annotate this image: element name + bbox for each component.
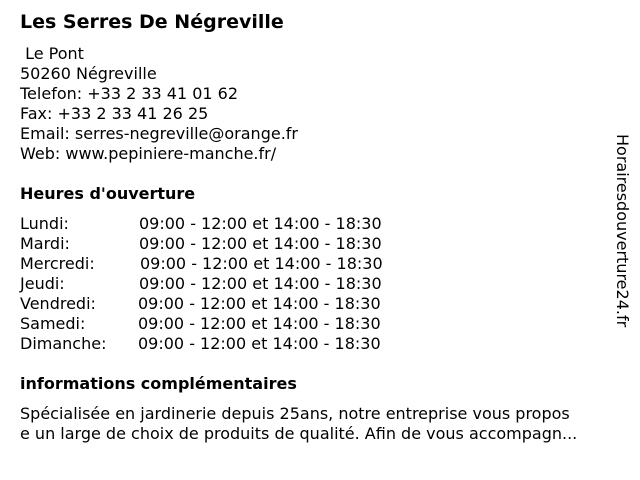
hours-time: 09:00 - 12:00 et 14:00 - 18:30 <box>138 334 381 353</box>
info-heading: informations complémentaires <box>20 374 297 393</box>
info-line: e un large de choix de produits de qualité. Afin de vous accompagn... <box>20 424 578 443</box>
email-line: Email: serres-negreville@orange.fr <box>20 124 298 143</box>
hours-time: 09:00 - 12:00 et 14:00 - 18:30 <box>139 234 382 253</box>
hours-day: Jeudi: <box>20 274 65 293</box>
hours-day: Lundi: <box>20 214 69 233</box>
fax-line: Fax: +33 2 33 41 26 25 <box>20 104 209 123</box>
address-city: 50260 Négreville <box>20 64 157 83</box>
watermark <box>610 134 634 372</box>
hours-day: Vendredi: <box>20 294 96 313</box>
business-name: Les Serres De Négreville <box>20 11 284 33</box>
hours-day: Mercredi: <box>20 254 95 273</box>
contact-block <box>20 44 298 164</box>
hours-day: Dimanche: <box>20 334 107 353</box>
phone-line: Telefon: +33 2 33 41 01 62 <box>20 84 239 103</box>
info-line: Spécialisée en jardinerie depuis 25ans, notre entreprise vous propos <box>20 404 570 423</box>
info-description <box>20 404 630 444</box>
hours-time: 09:00 - 12:00 et 14:00 - 18:30 <box>138 294 381 313</box>
hours-time: 09:00 - 12:00 et 14:00 - 18:30 <box>138 314 381 333</box>
hours-time: 09:00 - 12:00 et 14:00 - 18:30 <box>140 254 383 273</box>
address-street: Le Pont <box>20 44 84 63</box>
watermark-text: Horairesdouverture24.fr <box>613 134 632 328</box>
hours-time: 09:00 - 12:00 et 14:00 - 18:30 <box>139 274 382 293</box>
web-line: Web: www.pepiniere-manche.fr/ <box>20 144 277 163</box>
hours-time: 09:00 - 12:00 et 14:00 - 18:30 <box>139 214 382 233</box>
hours-heading: Heures d'ouverture <box>20 184 196 203</box>
hours-day: Samedi: <box>20 314 86 333</box>
hours-day: Mardi: <box>20 234 70 253</box>
